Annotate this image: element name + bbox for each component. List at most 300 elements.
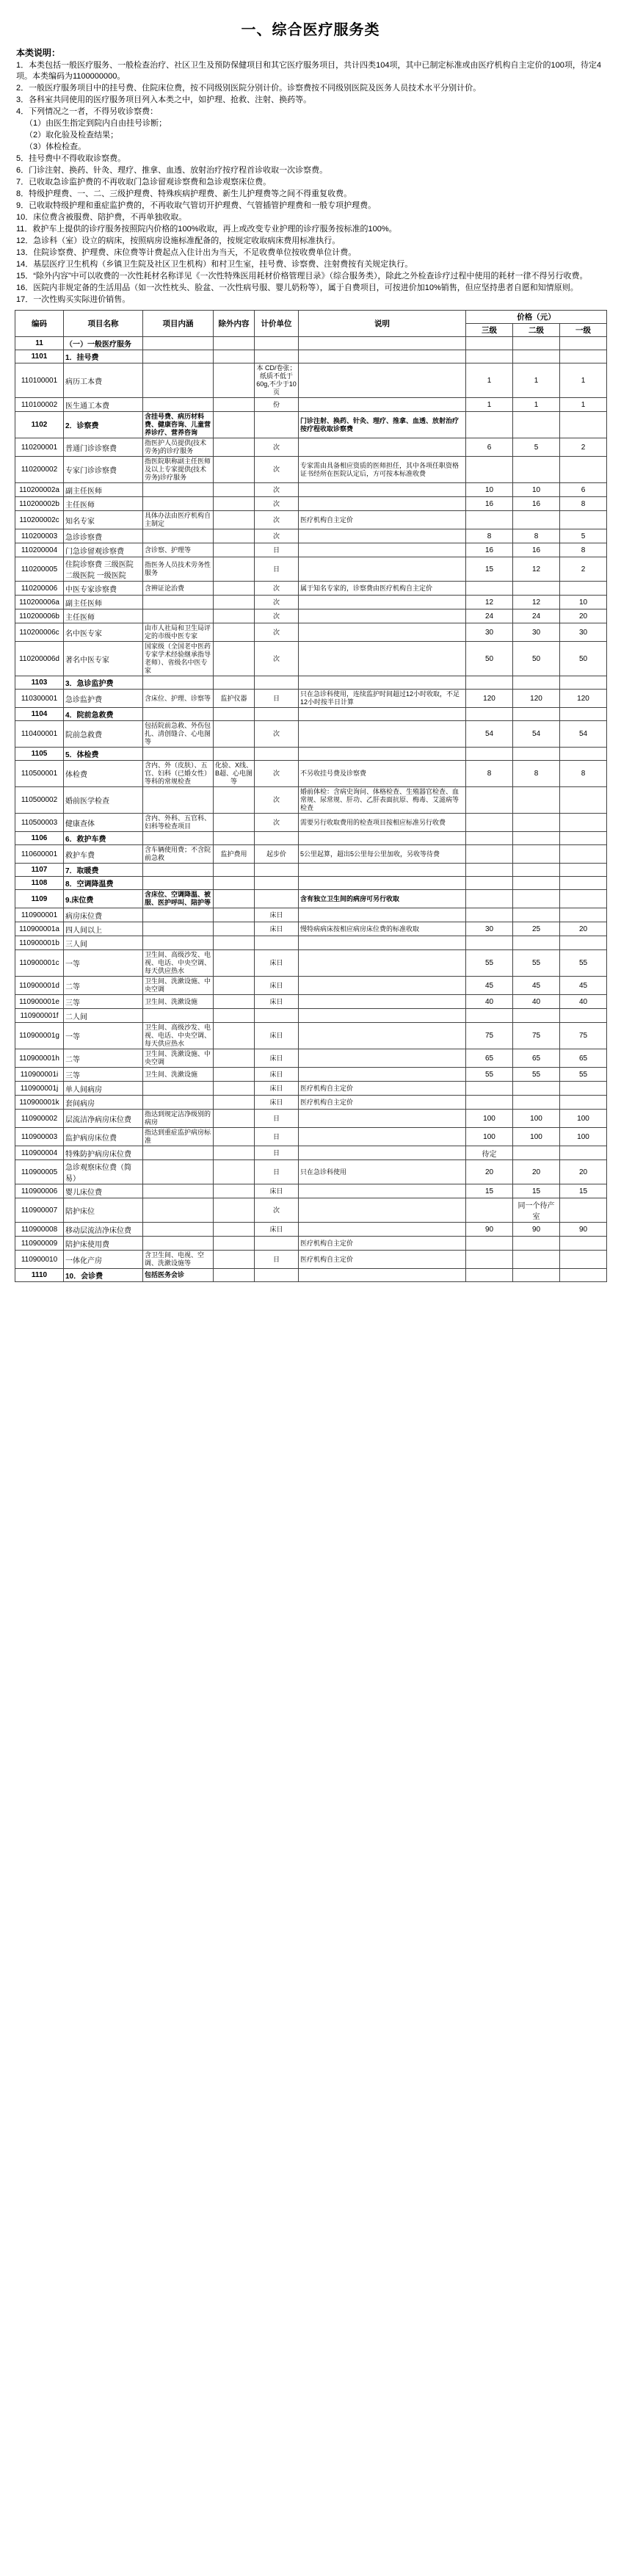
row-exclude xyxy=(214,363,255,398)
note-line: 1．本类包括一般医疗服务、一般检查治疗、社区卫生及预防保健项目和其它医疗服务项目，共计四类104项，其中已制定标准或由医疗机构自主定价的100项，待定4项。本类编码为1100000000。 xyxy=(16,61,601,81)
row-remark: 含有独立卫生间的病房可另行收取 xyxy=(299,890,466,908)
row-exclude: 监护仪器 xyxy=(214,690,255,708)
row-content xyxy=(143,1096,214,1110)
row-content xyxy=(143,529,214,543)
row-remark xyxy=(299,864,466,877)
row-price-level3 xyxy=(466,511,513,529)
row-price-level1: 10 xyxy=(560,596,607,609)
row-name: 1．挂号费 xyxy=(64,350,143,363)
row-code: 1102 xyxy=(15,412,64,438)
row-exclude xyxy=(214,1251,255,1269)
table-row xyxy=(15,721,607,748)
row-price-level2 xyxy=(513,1237,560,1251)
row-exclude xyxy=(214,890,255,908)
row-remark: 婚前体检：含病史询问、体格检查、生殖器官检查、血常规、尿常规、肝功、乙肝表面抗原、梅毒、艾滋病等检查 xyxy=(299,787,466,814)
row-code: 110400001 xyxy=(15,721,64,748)
row-price-level1: 55 xyxy=(560,1068,607,1082)
row-exclude xyxy=(214,1082,255,1096)
table-row xyxy=(15,529,607,543)
row-name: 急诊观察床位费（简易） xyxy=(64,1160,143,1184)
row-code: 110100001 xyxy=(15,363,64,398)
row-price-level1 xyxy=(560,457,607,483)
header-price: 价格（元） xyxy=(466,311,607,324)
row-content: 含卫生间、电视、空调、洗漱设施等 xyxy=(143,1251,214,1269)
row-unit: 次 xyxy=(255,529,299,543)
row-price-level1 xyxy=(560,877,607,890)
row-remark: 医疗机构自主定价 xyxy=(299,1082,466,1096)
row-price-level1 xyxy=(560,1237,607,1251)
row-price-level2 xyxy=(513,748,560,761)
row-price-level2: 12 xyxy=(513,557,560,582)
row-exclude xyxy=(214,412,255,438)
row-price-level2: 30 xyxy=(513,623,560,642)
row-exclude xyxy=(214,1160,255,1184)
row-content xyxy=(143,787,214,814)
row-name: 10．会诊费 xyxy=(64,1269,143,1282)
row-exclude xyxy=(214,1223,255,1237)
row-exclude xyxy=(214,543,255,557)
row-remark: 医疗机构自主定价 xyxy=(299,1251,466,1269)
row-price-level3: 24 xyxy=(466,609,513,623)
row-content: 含诊察、护理等 xyxy=(143,543,214,557)
row-price-level2: 100 xyxy=(513,1128,560,1146)
row-price-level1: 1 xyxy=(560,363,607,398)
note-line: 2．一般医疗服务项目中的挂号费、住院床位费，按不同级别医院分别计价。诊察费按不同级别医院及医务人员技术水平分别计价。 xyxy=(16,84,482,93)
row-price-level3 xyxy=(466,1269,513,1282)
table-row xyxy=(15,995,607,1009)
table-row xyxy=(15,936,607,950)
row-price-level2: 120 xyxy=(513,690,560,708)
row-code: 1106 xyxy=(15,832,64,845)
row-remark xyxy=(299,1146,466,1160)
row-remark xyxy=(299,337,466,350)
row-name: 监护病房床位费 xyxy=(64,1128,143,1146)
row-price-level3 xyxy=(466,1198,513,1223)
row-unit xyxy=(255,350,299,363)
row-name: 病房床位费 xyxy=(64,908,143,922)
row-price-level2: 同一个待产室 xyxy=(513,1198,560,1223)
row-unit: 次 xyxy=(255,1198,299,1223)
row-price-level2: 25 xyxy=(513,922,560,936)
row-exclude xyxy=(214,721,255,748)
table-row xyxy=(15,761,607,787)
row-content: 指医护人员提供(技术劳务)的诊疗服务 xyxy=(143,438,214,457)
row-content xyxy=(143,908,214,922)
row-price-level2: 8 xyxy=(513,529,560,543)
row-content xyxy=(143,483,214,497)
row-name: 急诊诊察费 xyxy=(64,529,143,543)
table-section-row xyxy=(15,676,607,690)
table-row xyxy=(15,1110,607,1128)
row-code: 110900001f xyxy=(15,1009,64,1023)
row-exclude xyxy=(214,1068,255,1082)
row-code: 110200002c xyxy=(15,511,64,529)
table-row xyxy=(15,511,607,529)
row-price-level2 xyxy=(513,457,560,483)
row-price-level2: 54 xyxy=(513,721,560,748)
row-name: 中医专家诊察费 xyxy=(64,582,143,596)
row-content: 含辨证论治费 xyxy=(143,582,214,596)
row-exclude xyxy=(214,1128,255,1146)
row-remark xyxy=(299,483,466,497)
row-price-level2 xyxy=(513,890,560,908)
table-row xyxy=(15,787,607,814)
row-unit xyxy=(255,412,299,438)
row-name: 专家门诊诊察费 xyxy=(64,457,143,483)
row-exclude xyxy=(214,398,255,412)
table-row xyxy=(15,582,607,596)
row-name: 8．空调降温费 xyxy=(64,877,143,890)
row-price-level1: 100 xyxy=(560,1128,607,1146)
row-unit: 日 xyxy=(255,1160,299,1184)
row-code: 1109 xyxy=(15,890,64,908)
row-name: 普通门诊诊察费 xyxy=(64,438,143,457)
note-line: （1）由医生指定到院内自由挂号诊断； xyxy=(25,119,167,128)
row-content: 国家级（全国老中医药专家学术经验继承指导老师）、省级名中医专家 xyxy=(143,642,214,676)
row-price-level3: 45 xyxy=(466,977,513,995)
row-unit: 床日 xyxy=(255,977,299,995)
row-code: 110900001b xyxy=(15,936,64,950)
row-unit: 床日 xyxy=(255,950,299,977)
row-remark xyxy=(299,832,466,845)
row-price-level1: 40 xyxy=(560,995,607,1009)
row-remark: 医疗机构自主定价 xyxy=(299,1237,466,1251)
row-exclude xyxy=(214,708,255,721)
table-row xyxy=(15,363,607,398)
row-name: 9.床位费 xyxy=(64,890,143,908)
row-exclude xyxy=(214,457,255,483)
row-price-level3: 100 xyxy=(466,1128,513,1146)
row-content: 指医院职称副主任医师及以上专家提供(技术劳务)诊疗服务 xyxy=(143,457,214,483)
row-unit: 日 xyxy=(255,1110,299,1128)
row-unit: 日 xyxy=(255,1251,299,1269)
row-name: 特殊防护病房床位费 xyxy=(64,1146,143,1160)
row-price-level3 xyxy=(466,890,513,908)
row-content: 含床位、护理、诊察等 xyxy=(143,690,214,708)
row-price-level2: 45 xyxy=(513,977,560,995)
row-code: 110500001 xyxy=(15,761,64,787)
row-price-level2 xyxy=(513,1146,560,1160)
row-price-level2: 20 xyxy=(513,1160,560,1184)
row-exclude xyxy=(214,337,255,350)
row-remark xyxy=(299,1198,466,1223)
row-unit: 次 xyxy=(255,483,299,497)
row-code: 110900001g xyxy=(15,1023,64,1049)
row-exclude xyxy=(214,529,255,543)
row-name: 二等 xyxy=(64,1049,143,1068)
row-code: 110500002 xyxy=(15,787,64,814)
row-content xyxy=(143,1082,214,1096)
header-content: 项目内涵 xyxy=(143,311,214,337)
row-content xyxy=(143,708,214,721)
table-row xyxy=(15,398,607,412)
row-price-level3 xyxy=(466,936,513,950)
table-row xyxy=(15,814,607,832)
row-unit: 次 xyxy=(255,814,299,832)
row-code: 110900004 xyxy=(15,1146,64,1160)
row-unit xyxy=(255,1237,299,1251)
row-remark: 不另收挂号费及诊察费 xyxy=(299,761,466,787)
row-price-level3: 15 xyxy=(466,557,513,582)
row-price-level1 xyxy=(560,1198,607,1223)
table-row xyxy=(15,1009,607,1023)
row-unit: 次 xyxy=(255,642,299,676)
row-content: 卫生间、洗漱设施、中央空调 xyxy=(143,977,214,995)
row-price-level2: 1 xyxy=(513,363,560,398)
row-price-level3: 54 xyxy=(466,721,513,748)
row-remark xyxy=(299,557,466,582)
row-content: 包括院前急救、外伤包扎、清创缝合、心电图等 xyxy=(143,721,214,748)
row-unit xyxy=(255,877,299,890)
row-code: 110200002b xyxy=(15,497,64,511)
table-row xyxy=(15,1251,607,1269)
row-content: 指达到重症监护病房标准 xyxy=(143,1128,214,1146)
row-price-level1: 75 xyxy=(560,1023,607,1049)
row-code: 110500003 xyxy=(15,814,64,832)
row-content xyxy=(143,832,214,845)
row-remark xyxy=(299,1128,466,1146)
row-exclude xyxy=(214,864,255,877)
row-name: 三等 xyxy=(64,1068,143,1082)
row-content: 卫生间、洗漱设施、中央空调 xyxy=(143,1049,214,1068)
row-name: 副主任医师 xyxy=(64,596,143,609)
row-content: 含挂号费、病历材料费、健康咨询、儿童营养诊疗、营养咨询 xyxy=(143,412,214,438)
row-name: 婴儿床位费 xyxy=(64,1184,143,1198)
row-content xyxy=(143,676,214,690)
row-remark xyxy=(299,877,466,890)
row-price-level3: 75 xyxy=(466,1023,513,1049)
row-price-level2: 5 xyxy=(513,438,560,457)
row-price-level3 xyxy=(466,1237,513,1251)
table-section-row xyxy=(15,748,607,761)
row-price-level1 xyxy=(560,1269,607,1282)
row-remark xyxy=(299,438,466,457)
row-price-level3 xyxy=(466,1096,513,1110)
row-exclude xyxy=(214,582,255,596)
header-code: 编码 xyxy=(15,311,64,337)
row-price-level1 xyxy=(560,832,607,845)
row-name: 门急诊留观诊察费 xyxy=(64,543,143,557)
row-price-level2: 8 xyxy=(513,761,560,787)
row-price-level1: 100 xyxy=(560,1110,607,1128)
row-content xyxy=(143,1223,214,1237)
row-price-level1: 6 xyxy=(560,483,607,497)
row-price-level1: 8 xyxy=(560,761,607,787)
table-row xyxy=(15,1160,607,1184)
row-price-level3: 120 xyxy=(466,690,513,708)
row-price-level3 xyxy=(466,748,513,761)
row-price-level1 xyxy=(560,1251,607,1269)
row-price-level3 xyxy=(466,864,513,877)
note-line: 6．门诊注射、换药、针灸、理疗、推拿、血透、放射治疗按疗程首诊收取一次诊察费。 xyxy=(16,166,328,175)
row-remark: 只在急诊科使用，连续监护时间超过12小时收取，不足12小时按半日计算 xyxy=(299,690,466,708)
row-unit xyxy=(255,708,299,721)
row-price-level2 xyxy=(513,582,560,596)
row-exclude xyxy=(214,1009,255,1023)
row-exclude xyxy=(214,557,255,582)
table-row xyxy=(15,1068,607,1082)
row-name: 二等 xyxy=(64,977,143,995)
table-row xyxy=(15,845,607,864)
note-line: （2）取化验及检查结果； xyxy=(25,131,119,140)
row-unit xyxy=(255,676,299,690)
row-price-level3: 50 xyxy=(466,642,513,676)
row-price-level3 xyxy=(466,814,513,832)
row-price-level2: 1 xyxy=(513,398,560,412)
row-unit xyxy=(255,1269,299,1282)
row-name: 主任医师 xyxy=(64,609,143,623)
row-exclude xyxy=(214,623,255,642)
row-price-level1: 55 xyxy=(560,950,607,977)
row-code: 110900005 xyxy=(15,1160,64,1184)
row-content xyxy=(143,363,214,398)
row-code: 110200006d xyxy=(15,642,64,676)
note-line: 14．基层医疗卫生机构（乡镇卫生院及社区卫生机构）和村卫生室，挂号费、诊察费、注射费按有关规定执行。 xyxy=(16,260,413,269)
row-unit: 起步价 xyxy=(255,845,299,864)
row-price-level2: 55 xyxy=(513,1068,560,1082)
table-row xyxy=(15,543,607,557)
row-price-level2 xyxy=(513,832,560,845)
row-code: 110200001 xyxy=(15,438,64,457)
row-price-level2: 15 xyxy=(513,1184,560,1198)
row-code: 110900006 xyxy=(15,1184,64,1198)
row-unit: 次 xyxy=(255,511,299,529)
row-code: 110900001d xyxy=(15,977,64,995)
table-section-row xyxy=(15,832,607,845)
table-row xyxy=(15,1198,607,1223)
row-remark: 医疗机构自主定价 xyxy=(299,511,466,529)
row-exclude xyxy=(214,438,255,457)
row-price-level2: 75 xyxy=(513,1023,560,1049)
row-exclude xyxy=(214,922,255,936)
row-code: 110900007 xyxy=(15,1198,64,1223)
row-content: 包括医务会诊 xyxy=(143,1269,214,1282)
row-name: 二人间 xyxy=(64,1009,143,1023)
row-price-level1 xyxy=(560,890,607,908)
row-code: 110200003 xyxy=(15,529,64,543)
row-exclude xyxy=(214,483,255,497)
row-code: 110900001c xyxy=(15,950,64,977)
row-price-level1 xyxy=(560,864,607,877)
row-exclude xyxy=(214,497,255,511)
row-unit: 床日 xyxy=(255,1049,299,1068)
row-price-level1: 2 xyxy=(560,438,607,457)
row-remark xyxy=(299,543,466,557)
row-price-level1: 50 xyxy=(560,642,607,676)
row-exclude xyxy=(214,908,255,922)
table-row xyxy=(15,596,607,609)
row-exclude xyxy=(214,787,255,814)
header-price-level3: 三级 xyxy=(466,324,513,337)
row-code: 110900008 xyxy=(15,1223,64,1237)
row-name: （一）一般医疗服务 xyxy=(64,337,143,350)
row-content xyxy=(143,936,214,950)
row-price-level2 xyxy=(513,1082,560,1096)
row-remark xyxy=(299,721,466,748)
row-code: 110900009 xyxy=(15,1237,64,1251)
note-line: 15．“除外内容”中可以收费的一次性耗材名称详见《一次性特殊医用耗材价格管理目录》（综合服务类），除此之外检查诊疗过程中使用的耗材一律不得另行收费。 xyxy=(16,272,588,281)
row-price-level1 xyxy=(560,1096,607,1110)
row-exclude xyxy=(214,977,255,995)
table-row xyxy=(15,483,607,497)
row-price-level1 xyxy=(560,1009,607,1023)
row-unit: 次 xyxy=(255,609,299,623)
row-content xyxy=(143,864,214,877)
row-content xyxy=(143,877,214,890)
row-price-level1 xyxy=(560,787,607,814)
row-price-level1: 90 xyxy=(560,1223,607,1237)
row-name: 2．诊察费 xyxy=(64,412,143,438)
row-exclude xyxy=(214,1096,255,1110)
row-exclude xyxy=(214,1198,255,1223)
row-content xyxy=(143,922,214,936)
row-unit: 次 xyxy=(255,596,299,609)
row-unit xyxy=(255,1009,299,1023)
row-price-level3: 12 xyxy=(466,596,513,609)
row-price-level1: 8 xyxy=(560,543,607,557)
row-price-level3: 55 xyxy=(466,1068,513,1082)
table-row xyxy=(15,977,607,995)
table-row xyxy=(15,438,607,457)
row-content: 指医务人员技术劳务性服务 xyxy=(143,557,214,582)
row-code: 110900001i xyxy=(15,1068,64,1082)
row-price-level1: 120 xyxy=(560,690,607,708)
row-name: 住院诊察费 三级医院 二级医院 一级医院 xyxy=(64,557,143,582)
table-row xyxy=(15,609,607,623)
row-price-level3 xyxy=(466,1009,513,1023)
row-unit: 日 xyxy=(255,690,299,708)
row-remark xyxy=(299,908,466,922)
row-content xyxy=(143,748,214,761)
row-price-level2 xyxy=(513,908,560,922)
table-row xyxy=(15,908,607,922)
row-exclude xyxy=(214,877,255,890)
row-content xyxy=(143,1146,214,1160)
note-line: 4．下列情况之一者，不得另收诊察费： xyxy=(16,107,159,116)
row-price-level1 xyxy=(560,582,607,596)
row-unit: 份 xyxy=(255,398,299,412)
row-unit: 床日 xyxy=(255,995,299,1009)
row-content xyxy=(143,1160,214,1184)
note-line: 3．各科室共同使用的医疗服务项目列入本类之中，如护理、抢救、注射、换药等。 xyxy=(16,95,312,104)
table-row xyxy=(15,1096,607,1110)
row-price-level3: 30 xyxy=(466,623,513,642)
row-code: 110200006c xyxy=(15,623,64,642)
document-title: 一、综合医疗服务类 xyxy=(241,22,380,38)
row-content: 含车辆使用费；不含院前急救 xyxy=(143,845,214,864)
row-exclude xyxy=(214,936,255,950)
row-price-level2 xyxy=(513,350,560,363)
row-price-level1 xyxy=(560,936,607,950)
row-remark xyxy=(299,936,466,950)
note-line: 5．挂号费中不得收取诊察费。 xyxy=(16,154,126,163)
row-price-level3: 待定 xyxy=(466,1146,513,1160)
row-code: 110200005 xyxy=(15,557,64,582)
table-row xyxy=(15,1023,607,1049)
row-remark xyxy=(299,497,466,511)
row-unit: 床日 xyxy=(255,922,299,936)
row-price-level1 xyxy=(560,412,607,438)
row-price-level3 xyxy=(466,1082,513,1096)
row-unit: 床日 xyxy=(255,1223,299,1237)
row-price-level3 xyxy=(466,412,513,438)
row-code: 110900003 xyxy=(15,1128,64,1146)
row-price-level1 xyxy=(560,748,607,761)
row-exclude xyxy=(214,596,255,609)
row-price-level3 xyxy=(466,350,513,363)
row-price-level3: 90 xyxy=(466,1223,513,1237)
row-code: 110900001k xyxy=(15,1096,64,1110)
